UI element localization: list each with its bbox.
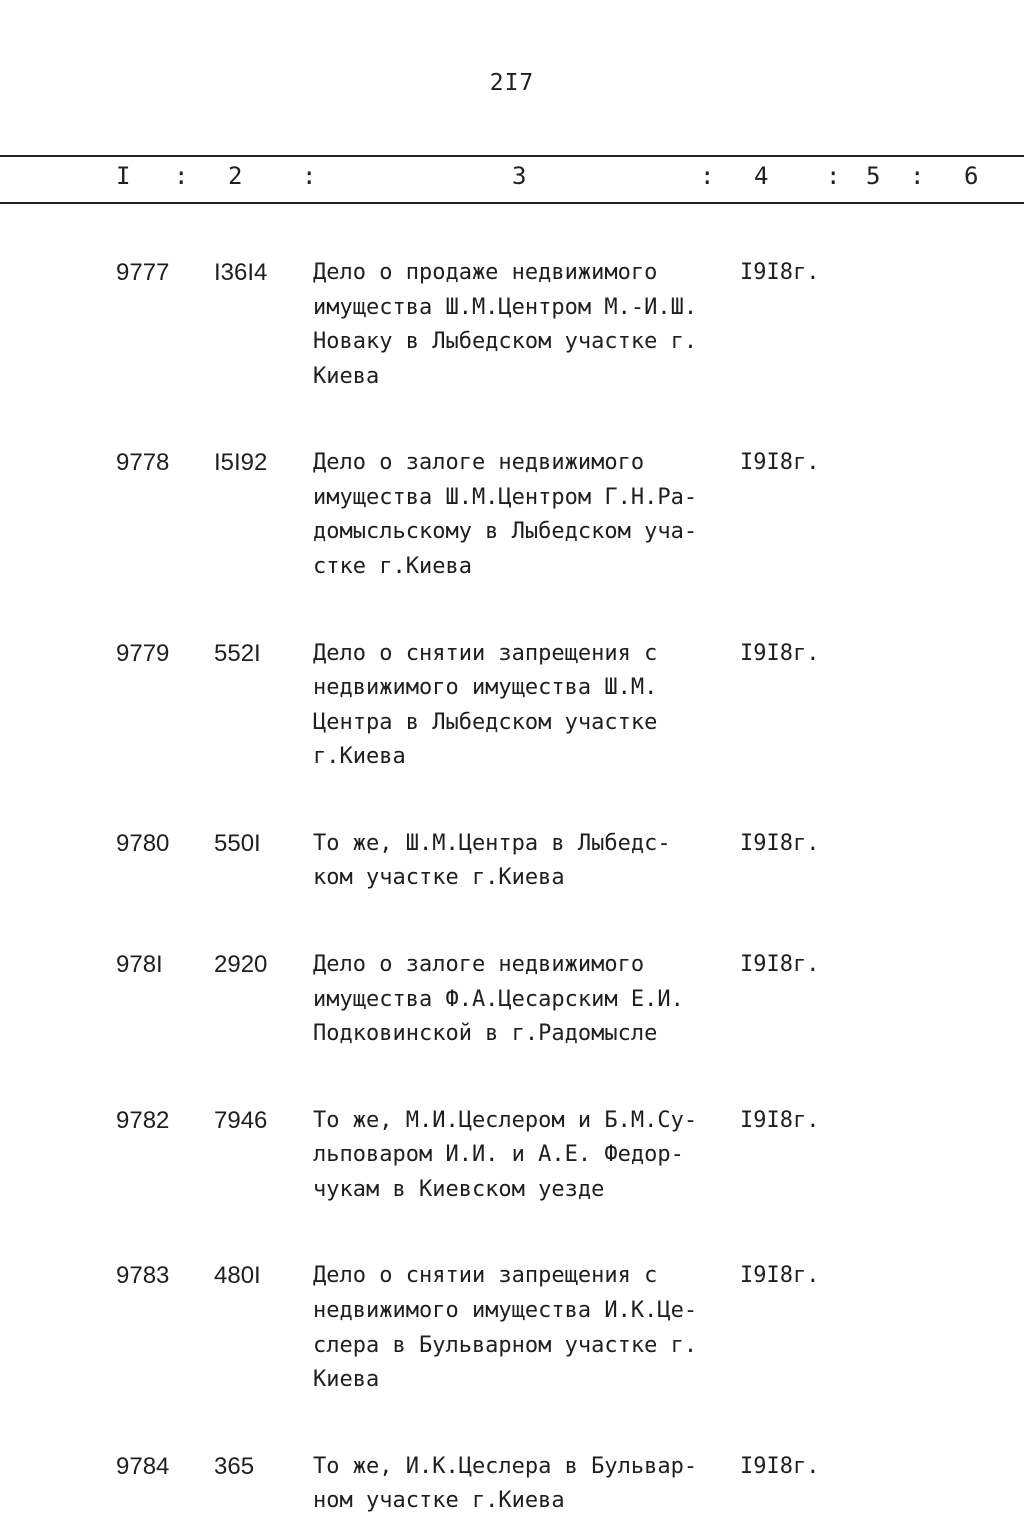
entry-description [313,256,743,394]
entry-year: I9I8г. [740,1107,820,1133]
entry-description-line: имущества Ш.М.Центром Г.Н.Ра- [313,484,698,510]
entry-description-line: имущества Ш.М.Центром М.-И.Ш. [313,294,698,320]
table-row [0,1259,1024,1393]
entry-year: I9I8г. [740,1453,820,1479]
entry-description [313,1259,743,1397]
header-col-4: 4 [754,162,769,190]
entry-year: I9I8г. [740,640,820,666]
header-separator: : [700,162,715,190]
header-separator: : [174,162,189,190]
entry-number: 9777 [116,259,170,286]
table-row [0,1450,1024,1514]
entry-number: 9783 [116,1262,170,1290]
entry-description-line: Подковинской в г.Радомысле [313,1021,658,1047]
entry-description-line: Центра в Лыбедском участке [313,709,658,735]
entry-description-line: Киева [313,1367,380,1393]
entry-description [313,827,743,896]
entry-old-number: 550I [214,829,261,857]
entry-description-line: Киева [313,363,380,389]
header-col-5: 5 [866,162,881,190]
table-row [0,637,1024,770]
entry-number: 9784 [116,1452,170,1480]
header-col-1: I [116,162,131,190]
entry-number: 978I [116,951,163,978]
entry-description-line: То же, М.И.Цеслером и Б.М.Су- [313,1107,698,1133]
entry-description-line: чукам в Киевском уезде [313,1176,605,1202]
header-col-2: 2 [228,162,243,190]
entry-number: 9779 [116,639,170,667]
entry-description-line: домысльскому в Лыбедском уча- [313,519,698,545]
entry-description-line: г.Киева [313,744,406,770]
table-row [0,446,1024,580]
entry-description-line: недвижимого имущества И.К.Це- [313,1297,698,1323]
entry-description [313,948,743,1052]
entry-description-line: льповаром И.И. и А.Е. Федор- [313,1142,684,1168]
entry-description-line: ком участке г.Киева [313,865,565,891]
entry-description-line: имущества Ф.А.Цесарским Е.И. [313,986,684,1012]
entry-year: I9I8г. [740,1263,820,1289]
entry-description-line: Дело о снятии запрещения с [313,640,658,666]
entry-description-line: ном участке г.Киева [313,1488,565,1514]
entry-description-line: Новаку в Лыбедском участке г. [313,329,698,355]
table-header [0,162,1024,192]
entry-number: 9782 [116,1106,170,1134]
entry-old-number: 7946 [214,1106,268,1134]
entry-description-line: Дело о снятии запрещения с [313,1263,658,1289]
table-header-top-rule [0,155,1024,157]
entry-description-line: Дело о залоге недвижимого [313,450,645,476]
table-row [0,1104,1024,1202]
entry-old-number: I36I4 [214,259,268,286]
table-row [0,948,1024,1047]
entry-old-number: 552I [214,639,261,667]
entry-description [313,1450,743,1519]
entry-year: I9I8г. [740,450,820,476]
header-separator: : [910,162,925,190]
entry-old-number: 2920 [214,951,268,978]
entry-description-line: недвижимого имущества Ш.М. [313,675,658,701]
header-col-6: 6 [964,162,979,190]
entry-description-line: То же, И.К.Цеслера в Бульвар- [313,1453,698,1479]
entry-description [313,637,743,775]
entry-description-line: То же, Ш.М.Центра в Лыбедс- [313,830,671,856]
entry-old-number: 365 [214,1452,255,1480]
entry-description-line: Дело о продаже недвижимого [313,260,658,285]
entry-year: I9I8г. [740,952,820,977]
table-row [0,827,1024,891]
entry-description [313,1104,743,1208]
entry-description [313,446,743,584]
table-row [0,256,1024,389]
header-separator: : [826,162,841,190]
entry-description-line: Дело о залоге недвижимого [313,952,645,977]
entry-year: I9I8г. [740,260,820,285]
entry-year: I9I8г. [740,830,820,856]
page-number: 2I7 [489,70,535,96]
entry-description-line: стке г.Киева [313,554,472,580]
entry-number: 9778 [116,449,170,477]
entry-number: 9780 [116,829,170,857]
entry-old-number: 480I [214,1262,261,1290]
entry-description-line: слера в Бульварном участке г. [313,1332,698,1358]
table-header-bottom-rule [0,202,1024,204]
entry-old-number: I5I92 [214,449,268,477]
header-col-3: 3 [512,162,527,190]
header-separator: : [302,162,317,190]
